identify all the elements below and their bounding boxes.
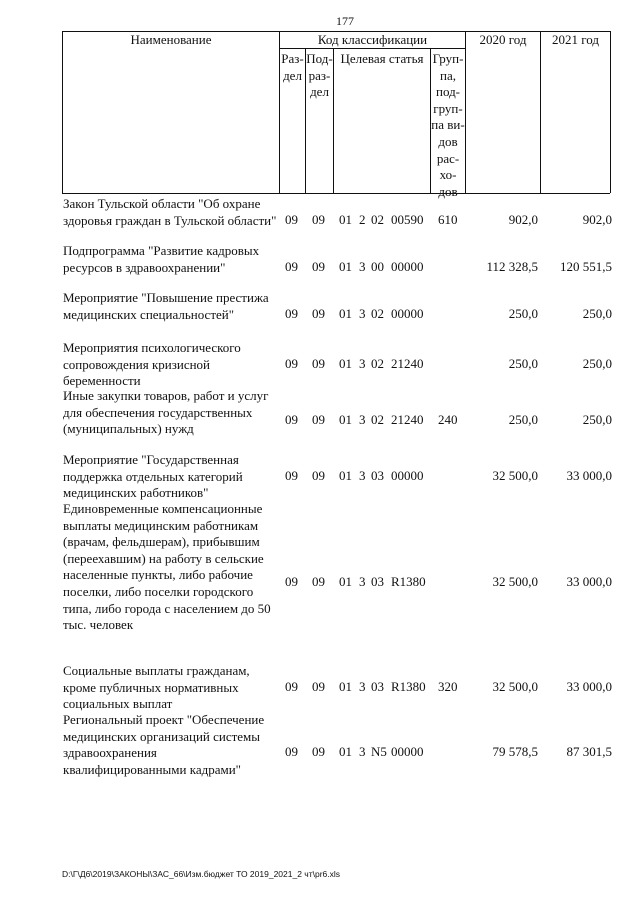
target-part-2: 3 (359, 744, 366, 759)
row-name: Социальные выплаты гражданам, кроме публичных нормативных социальных выплат (63, 663, 250, 712)
header-razdel-line: Раз- (281, 51, 304, 66)
target-part-2: 3 (359, 468, 366, 483)
target-part-3: 03 (371, 679, 384, 694)
target-part-3: 02 (371, 212, 384, 227)
target-part-2: 2 (359, 212, 366, 227)
value-2020: 79 578,5 (492, 744, 538, 759)
target-part-1: 01 (339, 412, 352, 427)
target-part-4: 00000 (391, 744, 424, 759)
podrazdel-cell: 09 (312, 212, 325, 227)
target-part-2: 3 (359, 574, 366, 589)
header-group-line: дов (438, 183, 458, 199)
header-col-line (465, 31, 466, 193)
razdel-cell: 09 (285, 306, 298, 321)
razdel-cell: 09 (285, 412, 298, 427)
header-col-line (540, 31, 541, 193)
target-part-2: 3 (359, 306, 366, 321)
podrazdel-cell: 09 (312, 412, 325, 427)
target-part-2: 3 (359, 412, 366, 427)
header-razdel-line: дел (283, 67, 302, 83)
target-part-3: 02 (371, 306, 384, 321)
target-part-3: 00 (371, 259, 384, 274)
target-part-3: 02 (371, 412, 384, 427)
value-2021: 250,0 (582, 356, 612, 371)
page-number: 177 (336, 14, 354, 28)
podrazdel-cell: 09 (312, 306, 325, 321)
row-name: Мероприятие "Государственная поддержка отдельных категорий медицинских работников" (63, 452, 243, 501)
target-part-1: 01 (339, 306, 352, 321)
target-part-4: R1380 (391, 679, 426, 694)
razdel-cell: 09 (285, 679, 298, 694)
value-2021: 33 000,0 (566, 679, 612, 694)
header-group-line: Груп- (432, 51, 464, 66)
podrazdel-cell: 09 (312, 356, 325, 371)
value-2021: 87 301,5 (566, 744, 612, 759)
group-cell: 240 (438, 412, 458, 427)
group-cell: 610 (438, 212, 458, 227)
target-part-4: 00590 (391, 212, 424, 227)
header-group-line: рас- (436, 150, 460, 166)
target-part-1: 01 (339, 679, 352, 694)
row-name: Региональный проект "Обеспечение медицинских организаций системы здравоохранения квалифицированными кадрами" (63, 712, 265, 777)
podrazdel-cell: 09 (312, 468, 325, 483)
podrazdel-cell: 09 (312, 259, 325, 274)
target-part-2: 3 (359, 679, 366, 694)
header-year-2021: 2021 год (552, 32, 599, 47)
header-group-line: па, (440, 67, 456, 83)
header-podrazdel-line: Под- (306, 51, 333, 66)
value-2020: 902,0 (508, 212, 538, 227)
target-part-1: 01 (339, 356, 352, 371)
target-part-1: 01 (339, 574, 352, 589)
header-group-line: дов (438, 133, 458, 149)
header-group-line: груп- (433, 100, 463, 116)
razdel-cell: 09 (285, 744, 298, 759)
header-group-line: под- (435, 84, 461, 100)
header-right-line (610, 31, 611, 193)
header-podrazdel-line: дел (310, 84, 329, 100)
header-year-2020: 2020 год (479, 32, 527, 47)
target-part-4: 00000 (391, 259, 424, 274)
target-part-3: 03 (371, 468, 384, 483)
header-code: Код классификации (317, 32, 428, 47)
razdel-cell: 09 (285, 574, 298, 589)
target-part-3: 02 (371, 356, 384, 371)
value-2021: 120 551,5 (560, 259, 612, 274)
value-2021: 250,0 (582, 306, 612, 321)
razdel-cell: 09 (285, 259, 298, 274)
target-part-4: 00000 (391, 468, 424, 483)
target-part-4: 21240 (391, 412, 424, 427)
value-2020: 250,0 (508, 412, 538, 427)
value-2021: 33 000,0 (566, 574, 612, 589)
value-2021: 902,0 (582, 212, 612, 227)
target-part-4: 21240 (391, 356, 424, 371)
podrazdel-cell: 09 (312, 679, 325, 694)
target-part-3: 03 (371, 574, 384, 589)
header-name: Наименование (130, 32, 212, 47)
value-2020: 32 500,0 (492, 679, 538, 694)
header-left-line (62, 31, 63, 193)
row-name: Иные закупки товаров, работ и услуг для обеспечения государственных (муниципальных) нужд (63, 388, 269, 437)
value-2020: 32 500,0 (492, 468, 538, 483)
value-2020: 250,0 (508, 306, 538, 321)
row-name: Единовременные компенсационные выплаты медицинским работникам (врачам, фельдшерам), прибывшим (переехавшим) на работу в сельские населенные пункты, либо рабочие поселки, либо поселки городского типа, либо города с населением до 50 тыс. человек (63, 501, 271, 633)
value-2020: 112 328,5 (486, 259, 538, 274)
row-name: Мероприятие "Повышение престижа медицинских специальностей" (63, 290, 269, 322)
target-part-4: R1380 (391, 574, 426, 589)
podrazdel-cell: 09 (312, 744, 325, 759)
value-2021: 33 000,0 (566, 468, 612, 483)
target-part-4: 00000 (391, 306, 424, 321)
header-group-line: па ви- (431, 117, 465, 133)
row-name: Подпрограмма "Развитие кадровых ресурсов в здравоохранении" (63, 243, 260, 275)
target-part-1: 01 (339, 212, 352, 227)
group-cell: 320 (438, 679, 458, 694)
target-part-2: 3 (359, 356, 366, 371)
row-name: Мероприятия психологического сопровождения кризисной беременности (63, 340, 241, 389)
file-path-footer: D:\Г\Д6\2019\ЗАКОНЫ\ЗАС_66\Изм.бюджет ТО 2019_2021_2 чт\pr6.xls (62, 869, 341, 879)
header-podrazdel (306, 51, 333, 101)
value-2020: 250,0 (508, 356, 538, 371)
podrazdel-cell: 09 (312, 574, 325, 589)
header-group (431, 51, 465, 200)
target-part-1: 01 (339, 259, 352, 274)
value-2021: 250,0 (582, 412, 612, 427)
target-part-1: 01 (339, 744, 352, 759)
target-part-1: 01 (339, 468, 352, 483)
razdel-cell: 09 (285, 356, 298, 371)
header-bottom-line (62, 193, 610, 194)
row-name: Закон Тульской области "Об охране здоровья граждан в Тульской области" (63, 196, 277, 228)
header-col-line (333, 48, 334, 193)
razdel-cell: 09 (285, 212, 298, 227)
target-part-3: N5 (371, 744, 387, 759)
header-target: Целевая статья (340, 51, 424, 66)
value-2020: 32 500,0 (492, 574, 538, 589)
header-razdel (280, 51, 305, 84)
target-part-2: 3 (359, 259, 366, 274)
header-group-line: хо- (439, 167, 457, 183)
header-podrazdel-line: раз- (308, 67, 331, 83)
razdel-cell: 09 (285, 468, 298, 483)
